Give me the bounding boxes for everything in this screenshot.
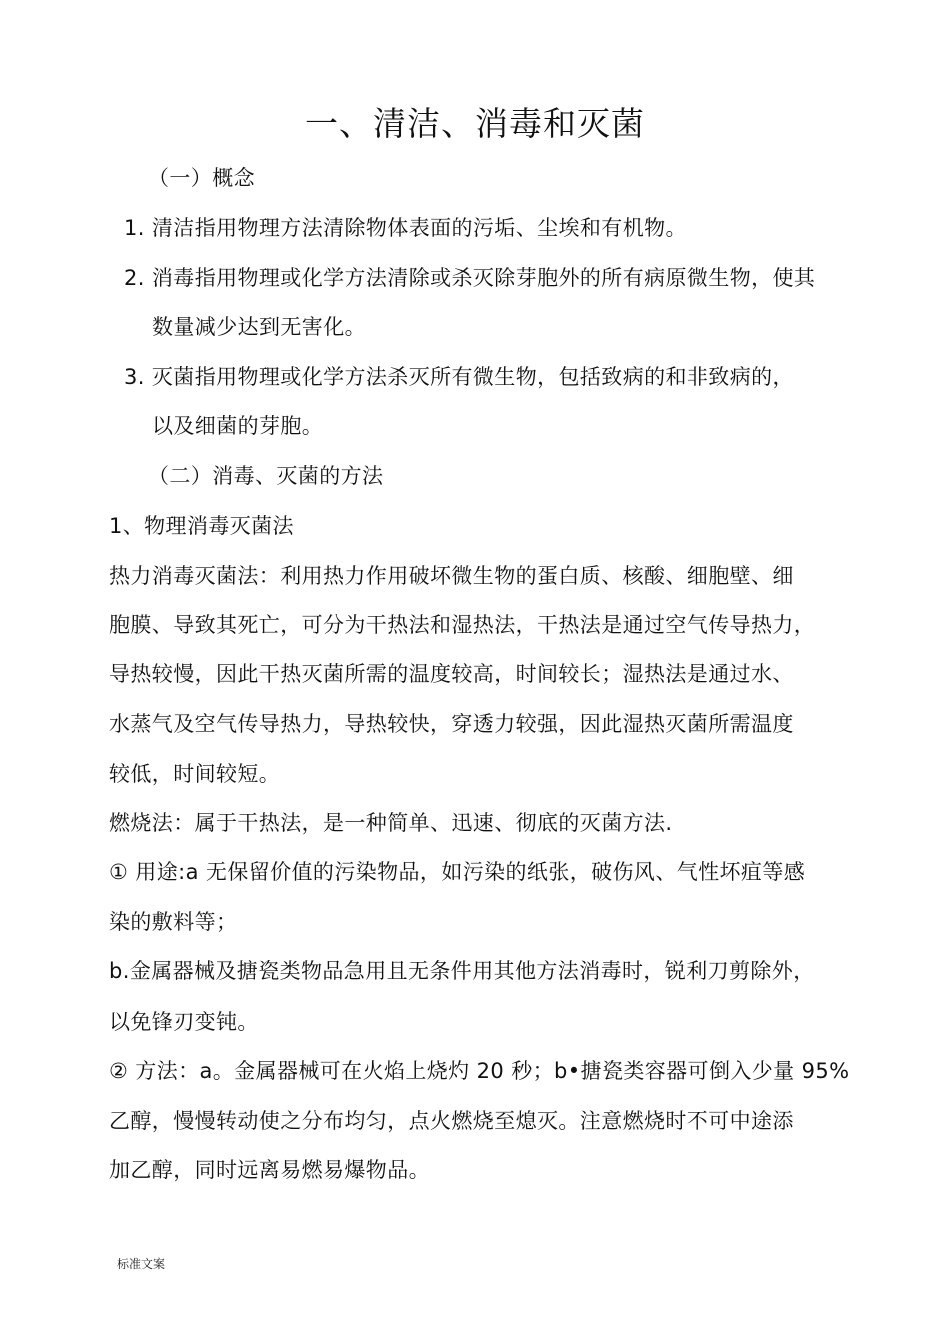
- paragraph-line: 水蒸气及空气传导热力，导热较快，穿透力较强，因此湿热灭菌所需温度: [109, 712, 794, 736]
- paragraph-line: 燃烧法：属于干热法，是一种简单、迅速、彻底的灭菌方法.: [109, 811, 673, 835]
- paragraph-line: b.金属器械及搪瓷类物品急用且无条件用其他方法消毒时，锐利刀剪除外，: [109, 959, 815, 983]
- paragraph-line: 乙醇，慢慢转动使之分布均匀，点火燃烧至熄灭。注意燃烧时不可中途添: [109, 1109, 794, 1133]
- paragraph-line: ② 方法：a。金属器械可在火焰上烧灼 20 秒；b•搪瓷类容器可倒入少量 95%: [109, 1059, 850, 1083]
- paragraph-line: ① 用途:a 无保留价值的污染物品，如污染的纸张，破伤风、气性坏疽等感: [109, 860, 806, 884]
- subsection-heading-physical: 1、物理消毒灭菌法: [109, 514, 294, 538]
- section-heading-methods: （二）消毒、灭菌的方法: [148, 464, 384, 488]
- paragraph-line: 加乙醇，同时远离易燃易爆物品。: [109, 1158, 430, 1182]
- list-item-disinfection-line2: 数量减少达到无害化。: [152, 315, 366, 339]
- list-item-sterilization-line1: 3. 灭菌指用物理或化学方法杀灭所有微生物，包括致病的和非致病的，: [124, 365, 794, 389]
- paragraph-line: 热力消毒灭菌法：利用热力作用破坏微生物的蛋白质、核酸、细胞壁、细: [109, 564, 794, 588]
- section-heading-concept: （一）概念: [148, 166, 255, 190]
- paragraph-line: 胞膜、导致其死亡，可分为干热法和湿热法，干热法是通过空气传导热力，: [109, 613, 816, 637]
- paragraph-line: 导热较慢，因此干热灭菌所需的温度较高，时间较长；湿热法是通过水、: [109, 662, 794, 686]
- page-footer-label: 标准文案: [117, 1257, 166, 1271]
- paragraph-line: 以免锋刃变钝。: [109, 1010, 259, 1034]
- paragraph-line: 染的敷料等；: [109, 910, 238, 934]
- list-item-cleaning: 1. 清洁指用物理方法清除物体表面的污垢、尘埃和有机物。: [124, 216, 687, 240]
- paragraph-line: 较低，时间较短。: [109, 762, 281, 786]
- list-item-disinfection-line1: 2. 消毒指用物理或化学方法清除或杀灭除芽胞外的所有病原微生物，使其: [124, 266, 816, 290]
- page-title: 一、清洁、消毒和灭菌: [305, 104, 645, 143]
- list-item-sterilization-line2: 以及细菌的芽胞。: [152, 414, 324, 438]
